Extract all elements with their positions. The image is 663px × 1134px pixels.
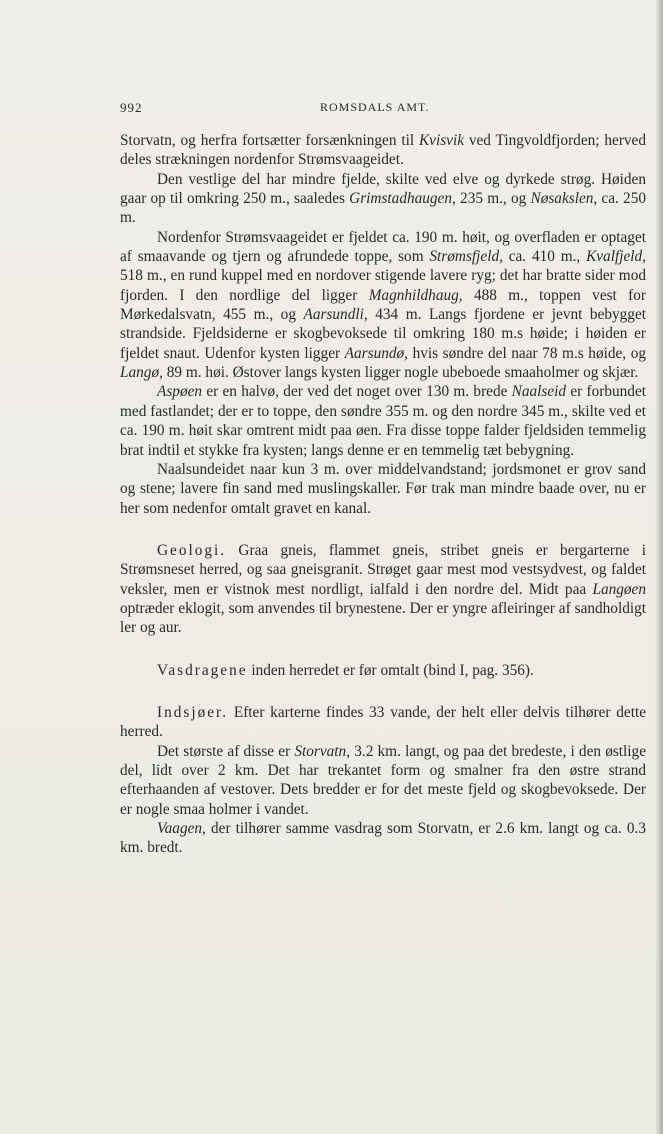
paragraph bbox=[120, 819, 646, 858]
running-head bbox=[120, 100, 645, 120]
page-edge-shadow bbox=[655, 0, 663, 1134]
italic-term: Langø bbox=[120, 364, 160, 382]
text-run: optræder eklogit, som anvendes til brynestene. Der er yngre afleiringer af sandholdigt ler og aur. bbox=[120, 599, 646, 637]
text-run: Det største af disse er bbox=[157, 742, 295, 760]
text-run: , ca. 250 m. bbox=[120, 190, 646, 227]
paragraph bbox=[120, 228, 646, 383]
paragraph bbox=[120, 703, 646, 742]
text-run: , 488 m., toppen vest for Mørkedalsvatn, 455 m., og bbox=[120, 286, 646, 324]
text-run: Den vestlige del har mindre fjelde, skilte ved elve og dyrkede strøg. Høiden gaar op til omkring 250 m., saaledes bbox=[120, 170, 646, 208]
section-heading: Geologi. bbox=[157, 541, 227, 559]
italic-term: Langøen bbox=[592, 580, 646, 598]
text-run: , 434 m. Langs fjordene er jevnt bebygget strandside. Fjeldsiderne er skogbevoksede til omkring 180 m.s høide; i høiden er fjeldet snaut. Udenfor kysten ligger bbox=[120, 306, 646, 362]
text-run: inden herredet er før omtalt (bind I, pag. 356). bbox=[247, 661, 534, 679]
text-run: , 518 m., en rund kuppel med en nordover stigende lavere ryg; det har bratte sider mod fjorden. I den nordlige del ligger bbox=[120, 248, 646, 304]
text-run: , hvis søndre del naar 78 m.s høide, og bbox=[404, 344, 646, 362]
section-heading: Indsjøer. bbox=[157, 703, 229, 721]
text-run: Storvatn, og herfra fortsætter forsænkningen til bbox=[120, 132, 419, 149]
text-run: , ca. 410 m., bbox=[499, 248, 587, 266]
italic-term: Strømsfjeld bbox=[429, 248, 500, 266]
section-heading: Vasdragene bbox=[157, 661, 248, 679]
paragraph bbox=[120, 541, 646, 638]
italic-term: Naalseid bbox=[511, 383, 567, 401]
paragraph-gap bbox=[120, 680, 646, 703]
paragraph-gap bbox=[120, 518, 646, 541]
paragraph bbox=[120, 661, 646, 680]
body-text bbox=[120, 131, 646, 858]
running-head-title: ROMSDALS AMT. bbox=[320, 100, 430, 114]
paragraph bbox=[120, 460, 646, 518]
page-number: 992 bbox=[120, 100, 143, 115]
text-run: er en halvø, der ved det noget over 130 m. brede bbox=[202, 383, 512, 401]
text-run: Naalsundeidet naar kun 3 m. over middelvandstand; jordsmonet er grov sand og stene; lavere fin sand med muslingskaller. Før trak man mindre baade over, nu er her som nedenfor omtalt gravet en kanal. bbox=[120, 460, 646, 517]
paragraph bbox=[120, 382, 646, 459]
paragraph-gap bbox=[120, 638, 646, 661]
text-run: , 235 m., og bbox=[452, 190, 531, 208]
text-run: , der tilhører samme vasdrag som Storvatn, er 2.6 km. langt og ca. 0.3 km. bredt. bbox=[120, 820, 646, 857]
text-run: er forbundet med fastlandet; der er to toppe, den søndre 355 m. og den nordre 345 m., skilte ved et ca. 190 m. høit skar omtrent midt paa øen. Fra disse toppe falder fjeldsiden temmelig brat indtil et stykke fra kysten; langs denne er en temmelig tæt bebygning. bbox=[120, 383, 646, 459]
italic-term: Kvisvik bbox=[418, 132, 464, 149]
text-run: Nordenfor Strømsvaageidet er fjeldet ca. 190 m. høit, og overfladen er optaget af smaavande og tjern og afrundede toppe, som bbox=[120, 228, 646, 266]
text-run: ved Tingvoldfjorden; herved deles strækningen nordenfor Strømsvaageidet. bbox=[120, 132, 646, 169]
paragraph bbox=[120, 170, 646, 228]
italic-term: Aspøen bbox=[157, 383, 203, 401]
text-run: , 89 m. høi. Østover langs kysten ligger nogle ubeboede smaaholmer og skjær. bbox=[159, 364, 639, 382]
text-run: Graa gneis, flammet gneis, stribet gneis er bergarterne i Strømsneset herred, og saa gneisgranit. Strøget gaar mest mod vestsydvest, og faldet veksler, men er vistnok mest nordligt, ialfald i den nordre del. Midt paa bbox=[120, 541, 646, 598]
paragraph bbox=[120, 131, 646, 170]
text-run: Efter karterne findes 33 vande, der helt eller delvis tilhører dette herred. bbox=[120, 703, 646, 741]
italic-term: Nøsakslen bbox=[530, 190, 594, 208]
italic-term: Kvalfjeld bbox=[586, 248, 643, 266]
text-run: , 3.2 km. langt, og paa det bredeste, i den østlige del, lidt over 2 km. Det har trekantet form og smalner fra den østre strand efterhaanden af vestover. Dets bredder er for det meste fjeld og skogbevoksede. Der er nogle smaa holmer i vandet. bbox=[120, 742, 646, 818]
paragraph bbox=[120, 742, 646, 819]
italic-term: Aarsundli bbox=[303, 306, 364, 324]
italic-term: Grimstadhaugen bbox=[349, 190, 453, 208]
italic-term: Aarsundø bbox=[344, 344, 405, 362]
italic-term: Storvatn bbox=[294, 742, 347, 760]
italic-term: Vaagen bbox=[157, 820, 203, 837]
italic-term: Magnhildhaug bbox=[368, 286, 459, 304]
